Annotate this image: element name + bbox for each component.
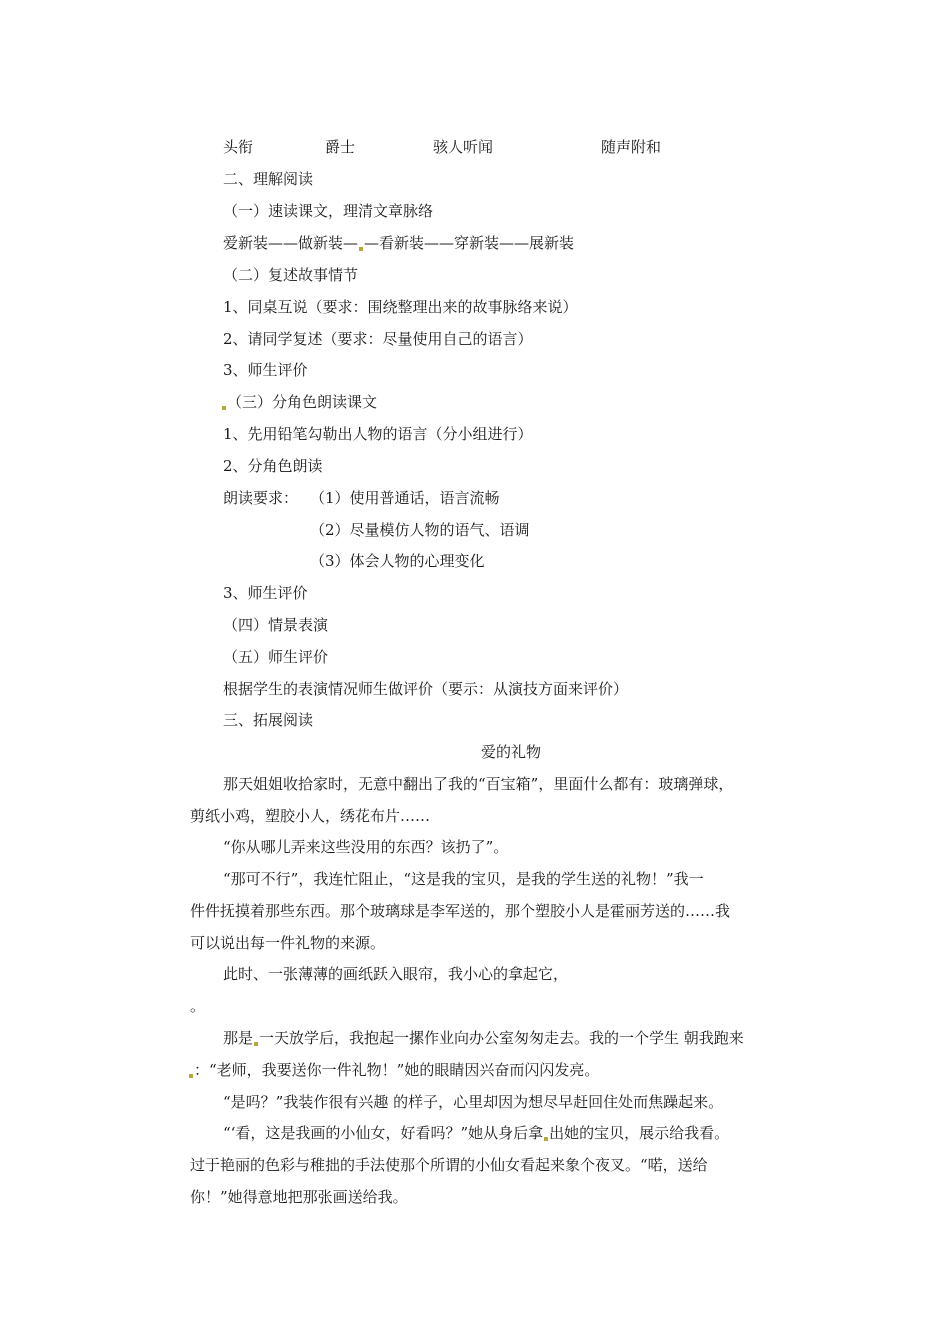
article-paragraph-7-b: 出她的宝贝，展示给我看。 [549, 1124, 730, 1142]
article-paragraph-4: 此时、一张薄薄的画纸跃入眼帘，我小心的拿起它， [223, 965, 569, 983]
story-chain-a: 爱新装——做新装— [223, 234, 359, 252]
part2-item-1: 1、同桌互说（要求：围绕整理出来的故事脉络来说） [223, 298, 578, 316]
article-paragraph-5-line-1 [223, 1028, 744, 1048]
article-paragraph-2: “你从哪儿弄来这些没用的东西？该扔了”。 [223, 838, 509, 856]
section-heading-3: 三、拓展阅读 [223, 711, 314, 729]
reading-requirement-2: （2）尽量模仿人物的语气、语调 [310, 521, 530, 539]
article-title: 爱的礼物 [481, 743, 542, 761]
part1-title: （一）速读课文，理清文章脉络 [223, 202, 434, 220]
article-paragraph-7-line-3: 你！”她得意地把那张画送给我。 [190, 1188, 408, 1206]
article-paragraph-3-line-2: 件件抚摸着那些东西。那个玻璃球是李军送的，那个塑胶小人是霍丽芳送的……我 [190, 902, 731, 920]
reading-requirements-label: 朗读要求： [223, 489, 299, 507]
article-paragraph-5-a: 那是 [223, 1029, 254, 1047]
part2-item-3: 3、师生评价 [223, 361, 308, 379]
article-paragraph-4-end: 。 [190, 997, 206, 1015]
vocab-word-1: 头衔 [223, 138, 254, 156]
article-paragraph-7-line-1 [223, 1123, 729, 1143]
part3-item-1: 1、先用铅笔勾勒出人物的语言（分小组进行） [223, 425, 533, 443]
part2-title: （二）复述故事情节 [223, 266, 359, 284]
article-paragraph-1-line-2: 剪纸小鸡，塑胶小人，绣花布片…… [190, 807, 431, 825]
article-paragraph-7-a: “‘看，这是我画的小仙女，好看吗？”她从身后拿 [223, 1124, 544, 1142]
vocab-word-4: 随声附和 [601, 138, 662, 156]
reading-requirement-3: （3）体会人物的心理变化 [310, 552, 485, 570]
part3-title: （三）分角色朗读课文 [227, 393, 378, 411]
edit-mark [359, 247, 363, 251]
article-paragraph-5-line-2-wrap [188, 1060, 599, 1080]
edit-mark [544, 1137, 548, 1141]
vocab-word-3: 骇人听闻 [433, 138, 494, 156]
edit-mark [254, 1042, 258, 1046]
article-paragraph-3-line-1: “那可不行”，我连忙阻止，“这是我的宝贝，是我的学生送的礼物！”我一 [223, 870, 704, 888]
section-heading-2: 二、理解阅读 [223, 170, 314, 188]
part3-item-2: 2、分角色朗读 [223, 457, 323, 475]
part3-title-line [221, 392, 377, 412]
part5-title: （五）师生评价 [223, 648, 329, 666]
article-paragraph-3-line-3: 可以说出每一件礼物的来源。 [190, 934, 386, 952]
part4-title: （四）情景表演 [223, 616, 329, 634]
part5-text: 根据学生的表演情况师生做评价（要示：从演技方面来评价） [223, 680, 629, 698]
part2-item-2: 2、请同学复述（要求：尽量使用自己的语言） [223, 330, 533, 348]
part3-item-3: 3、师生评价 [223, 584, 308, 602]
article-paragraph-7-line-2: 过于艳丽的色彩与稚拙的手法使那个所谓的小仙女看起来象个夜叉。“喏，送给 [190, 1156, 708, 1174]
reading-requirement-1: （1）使用普通话，语言流畅 [310, 489, 500, 507]
story-chain [223, 233, 574, 253]
edit-mark [189, 1074, 193, 1078]
edit-mark [222, 406, 226, 410]
article-paragraph-5-line-2: ：“老师，我要送你一件礼物！”她的眼睛因兴奋而闪闪发亮。 [194, 1061, 600, 1079]
story-chain-b: —看新装——穿新装——展新装 [364, 234, 575, 252]
article-paragraph-1-line-1: 那天姐姐收拾家时，无意中翻出了我的“百宝箱”，里面什么都有：玻璃弹球， [223, 775, 734, 793]
article-paragraph-6: “是吗？”我装作很有兴趣 的样子，心里却因为想尽早赶回住处而焦躁起来。 [223, 1093, 724, 1111]
vocab-word-2: 爵士 [325, 138, 356, 156]
article-paragraph-5-b: 一天放学后，我抱起一摞作业向办公室匆匆走去。我的一个学生 朝我跑来 [259, 1029, 744, 1047]
